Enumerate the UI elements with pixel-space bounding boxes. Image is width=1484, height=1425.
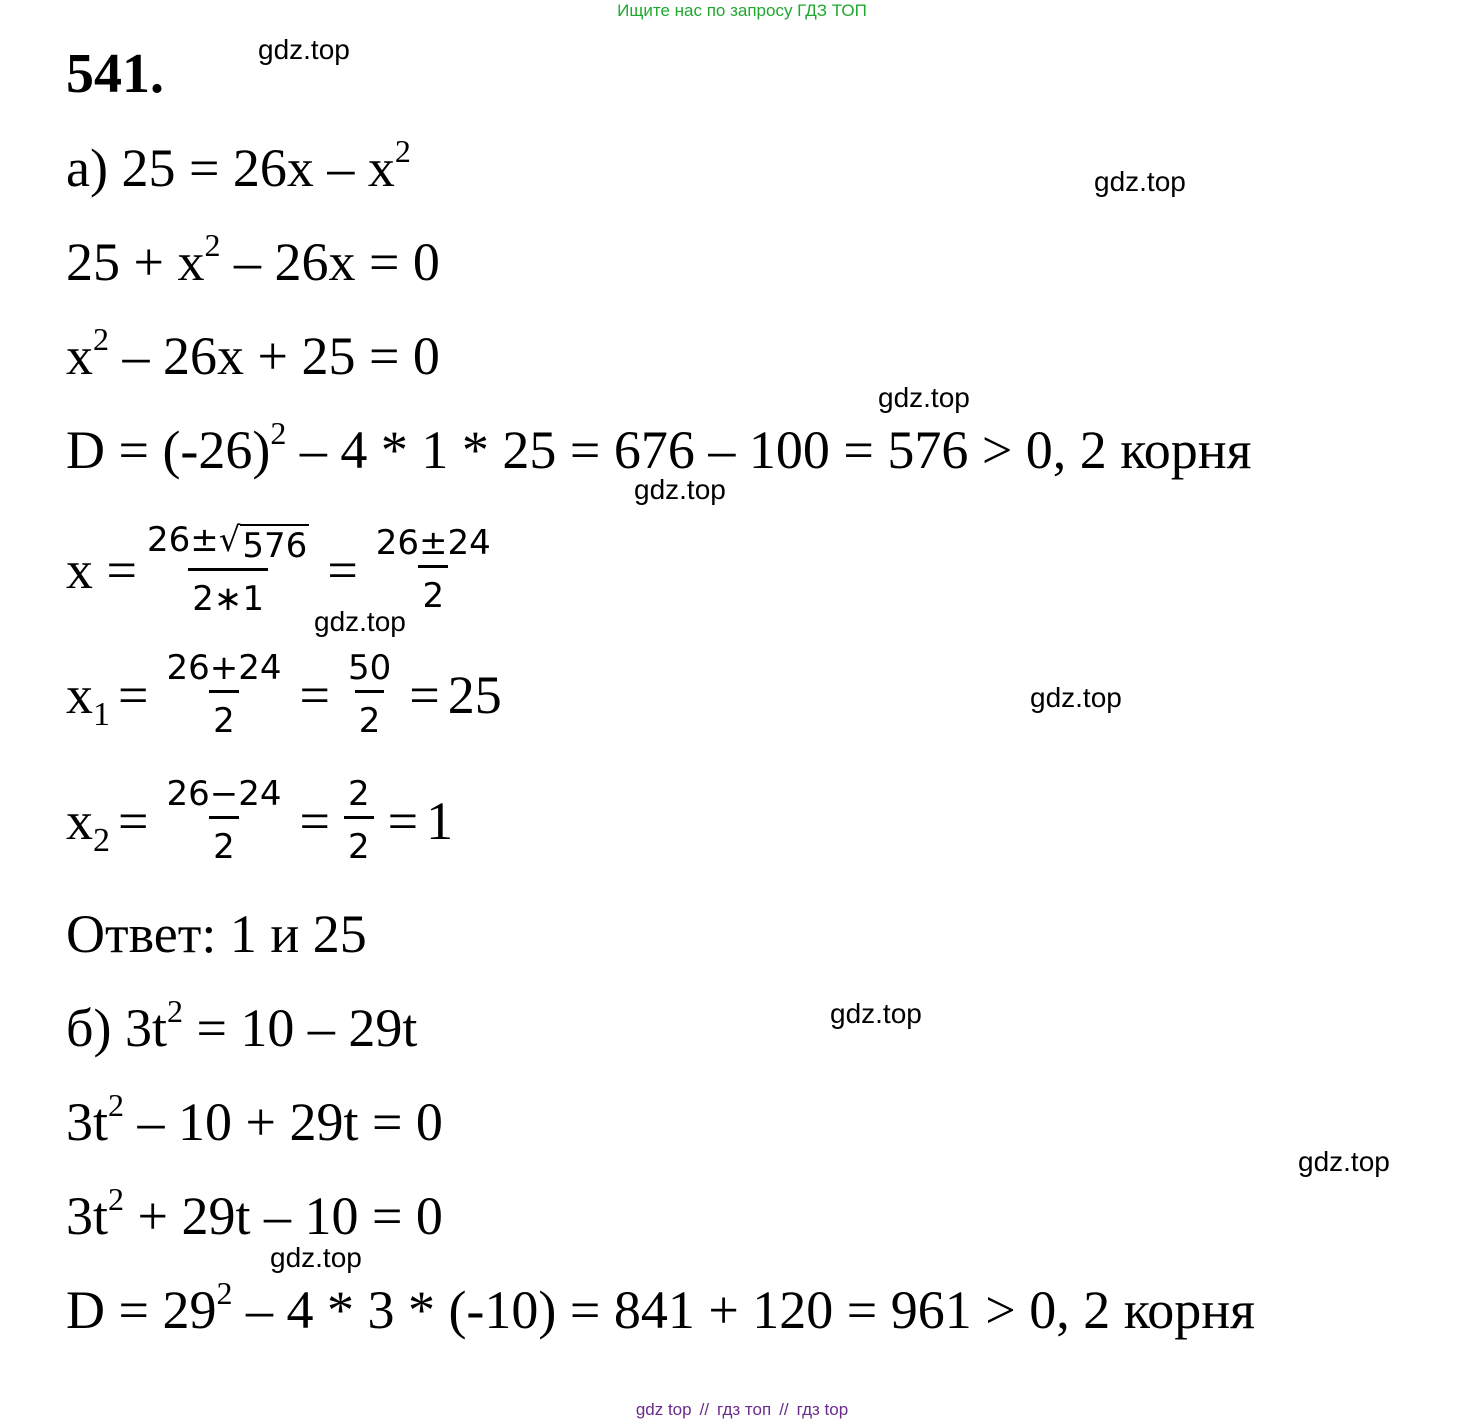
fraction: $\frac{26+24}{2}$ bbox=[166, 648, 282, 741]
answer-a: Ответ: 1 и 25 bbox=[66, 904, 367, 964]
watermark: gdz.top bbox=[878, 382, 970, 413]
watermark: gdz.top bbox=[270, 1242, 362, 1273]
fraction: 26±√ 576 2∗1 bbox=[146, 520, 308, 619]
equation-a2: $25 + x^2 - 26x = 0$ bbox=[66, 227, 440, 292]
watermark: gdz.top bbox=[830, 998, 922, 1029]
watermark: gdz.top bbox=[1298, 1146, 1390, 1177]
discriminant-a: $D = (-26)^2 - 4 * 1 * 25 = 676 - 100 = 576 > 0$, 2 корня bbox=[66, 415, 1252, 480]
problem-number: 541. bbox=[66, 43, 164, 105]
fraction: $\frac{26-24}{2}$ bbox=[166, 774, 282, 867]
fraction: $\frac{50}{2}$ bbox=[347, 648, 392, 741]
equation-a1: а) $25 = 26x - x^2$ bbox=[66, 133, 411, 198]
roots-formula: x = 26±√ 576 2∗1 = $\frac{26\pm 24}{2}$ bbox=[66, 520, 501, 619]
root-x2: $x_2$ = $\frac{26-24}{2}$ = $\frac{2}{2}$ = 1 bbox=[66, 774, 454, 867]
sqrt-sign: √ 576 bbox=[218, 520, 308, 566]
watermark: gdz.top bbox=[634, 474, 726, 505]
equation-b1: б) $3t^2 = 10 - 29t$ bbox=[66, 993, 418, 1058]
top-banner: Ищите нас по запросу ГДЗ ТОП bbox=[617, 1, 867, 20]
equation-a3: $x^2 - 26x + 25 = 0$ bbox=[66, 321, 440, 386]
equation-b3: $3t^2 + 29t - 10 = 0$ bbox=[66, 1181, 443, 1246]
fraction: $\frac{2}{2}$ bbox=[344, 774, 374, 867]
watermark: gdz.top bbox=[258, 34, 350, 65]
root-x1: $x_1$ = $\frac{26+24}{2}$ = $\frac{50}{2}$ = 25 bbox=[66, 648, 502, 741]
watermark: gdz.top bbox=[1094, 166, 1186, 197]
watermark: gdz.top bbox=[1030, 682, 1122, 713]
fraction: $\frac{26\pm 24}{2}$ bbox=[375, 523, 491, 616]
watermark: gdz.top bbox=[314, 606, 406, 637]
discriminant-b: $D = 29^2 - 4 * 3 * (-10) = 841 + 120 = 961 > 0$, 2 корня bbox=[66, 1275, 1255, 1340]
equation-b2: $3t^2 - 10 + 29t = 0$ bbox=[66, 1087, 443, 1152]
footer-watermark: gdz top // гдз топ // гдз top bbox=[635, 1400, 849, 1419]
